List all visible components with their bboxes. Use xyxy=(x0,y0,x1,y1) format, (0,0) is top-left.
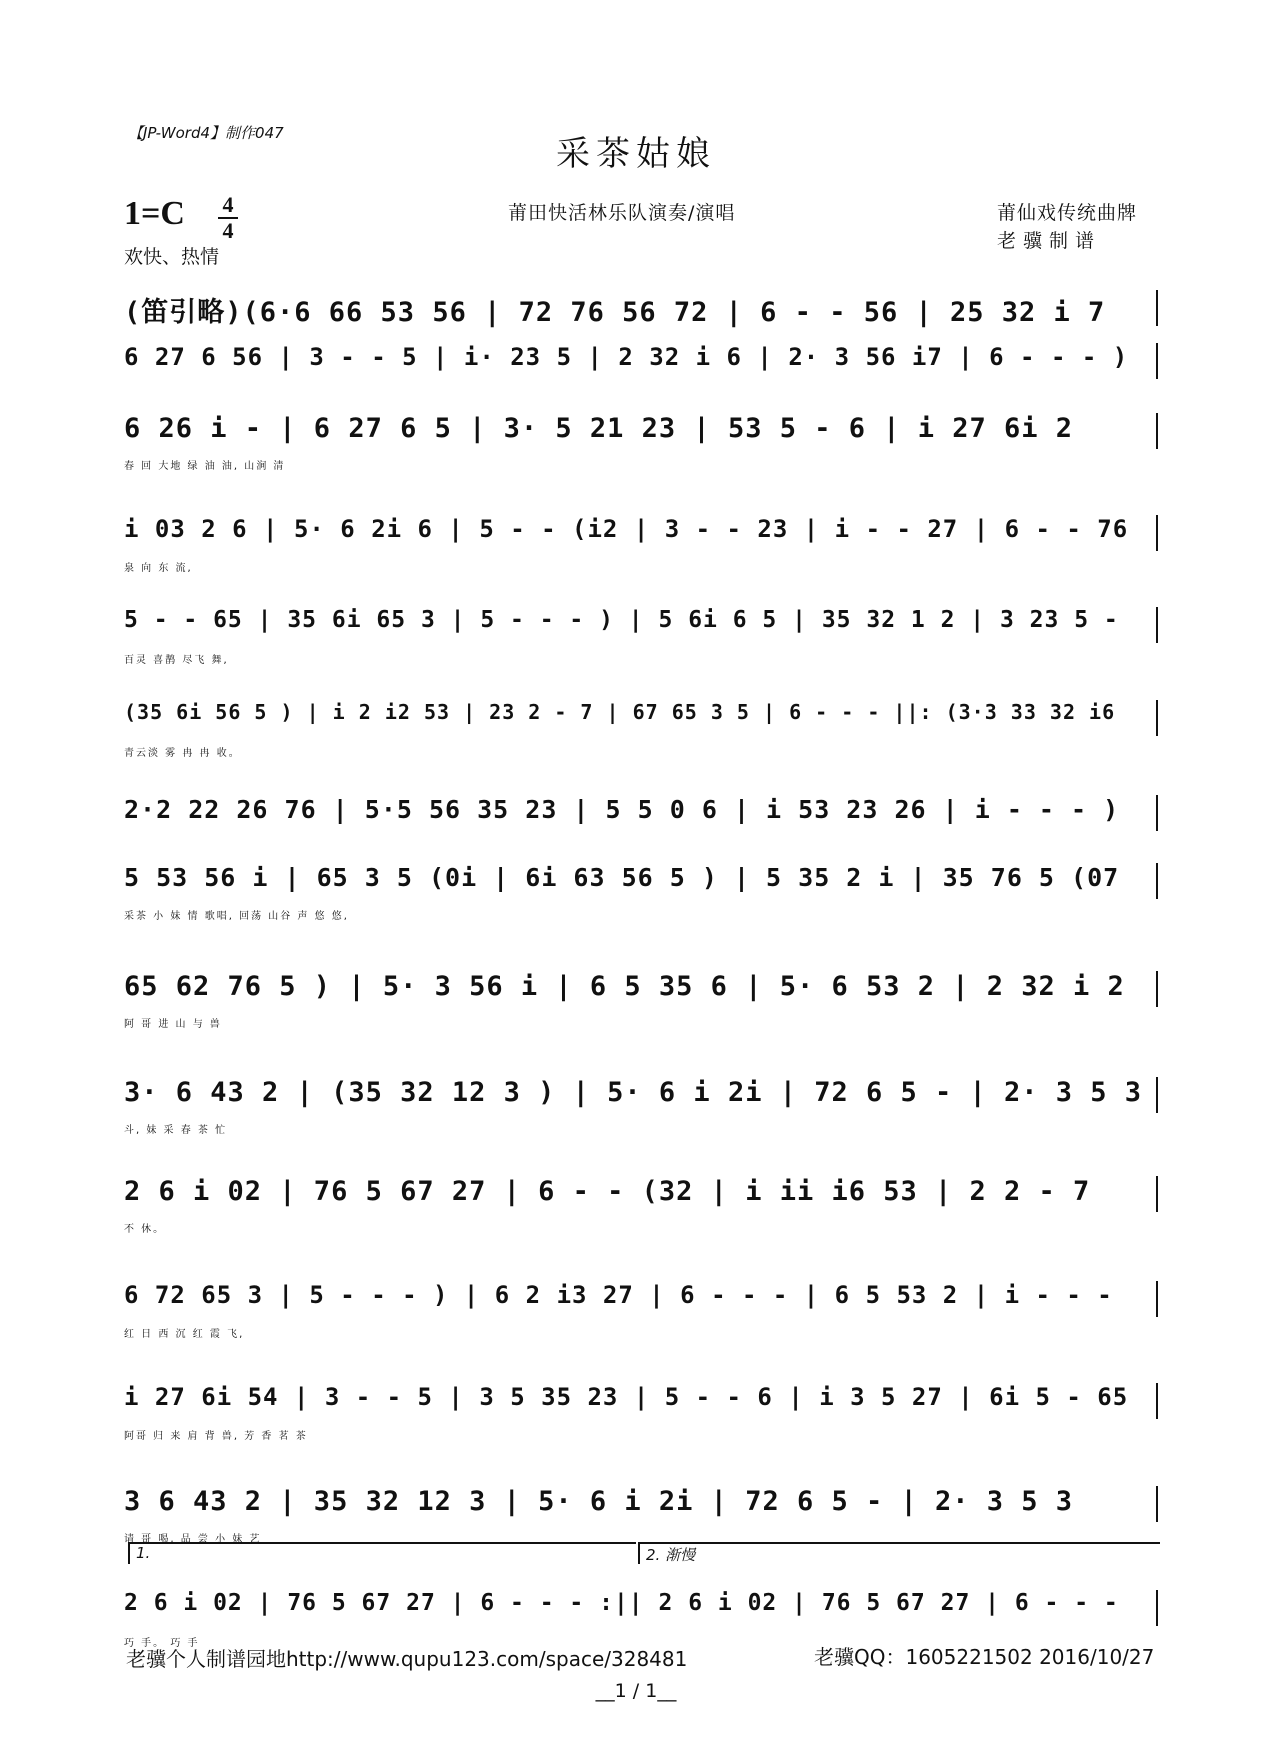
score-row xyxy=(124,290,1156,330)
footer-contact: 老骥QQ：1605221502 2016/10/27 xyxy=(814,1645,1155,1669)
score-row xyxy=(124,1176,1156,1216)
notation-line: 5 53 56 i | 65 3 5 (0i | 6i 63 56 5 ) | 5 35 2 i | 35 76 5 (07 xyxy=(124,863,1120,892)
key-signature: 1=C xyxy=(124,195,185,232)
notation-line: 3 6 43 2 | 35 32 12 3 | 5· 6 i 2i | 72 6 5 - | 2· 3 5 3 xyxy=(124,1486,1074,1517)
end-barline xyxy=(1156,1590,1158,1626)
tempo-marking: 欢快、热情 xyxy=(124,246,220,268)
lyrics-line: 泉 向 东 流, xyxy=(124,563,193,574)
score-row xyxy=(124,1077,1156,1117)
lyrics-line: 红 日 西 沉 红 霞 飞, xyxy=(124,1329,245,1340)
lyrics-line xyxy=(124,387,1156,415)
song-title: 采茶姑娘 xyxy=(556,134,716,174)
end-barline xyxy=(1156,1077,1158,1113)
notation-line: 2 6 i 02 | 76 5 67 27 | 6 - - (32 | i ii i6 53 | 2 2 - 7 xyxy=(124,1176,1091,1207)
end-barline xyxy=(1156,971,1158,1007)
end-barline xyxy=(1156,343,1158,379)
time-signature xyxy=(218,194,238,242)
notation-line: 6 27 6 56 | 3 - - 5 | i· 23 5 | 2 32 i 6 | 2· 3 56 i7 | 6 - - - ) xyxy=(124,343,1129,371)
lyrics-line: 不 休。 xyxy=(124,1224,166,1235)
notation-line: 5 - - 65 | 35 6i 65 3 | 5 - - - ) | 5 6i 6 5 | 35 32 1 2 | 3 23 5 - xyxy=(124,607,1119,633)
notation-line: 6 72 65 3 | 5 - - - ) | 6 2 i3 27 | 6 - - - | 6 5 53 2 | i - - - xyxy=(124,1281,1113,1309)
end-barline xyxy=(1156,1281,1158,1317)
score-row xyxy=(124,343,1156,383)
end-barline xyxy=(1156,795,1158,831)
notation-line: i 03 2 6 | 5· 6 2i 6 | 5 - - (i2 | 3 - - 23 | i - - 27 | 6 - - 76 xyxy=(124,515,1129,543)
lyrics-line: 百灵 喜鹊 尽飞 舞, xyxy=(124,655,229,666)
notation-line: 65 62 76 5 ) | 5· 3 56 i | 6 5 35 6 | 5· 6 53 2 | 2 32 i 2 xyxy=(124,971,1125,1002)
meter-top: 4 xyxy=(222,192,234,217)
lyrics-line: 采茶 小 妹 情 歌唱, 回荡 山谷 声 悠 悠, xyxy=(124,911,349,922)
notation-line: 2·2 22 26 76 | 5·5 56 35 23 | 5 5 0 6 | i 53 23 26 | i - - - ) xyxy=(124,795,1120,824)
score-row xyxy=(124,795,1156,835)
score-row xyxy=(124,413,1156,453)
end-barline xyxy=(1156,700,1158,736)
volta-1-bracket: 1. xyxy=(128,1542,636,1564)
footer-website: 老骥个人制谱园地http://www.qupu123.com/space/328481 xyxy=(126,1647,688,1671)
end-barline xyxy=(1156,413,1158,449)
end-barline xyxy=(1156,863,1158,899)
end-barline xyxy=(1156,1383,1158,1419)
notation-line: 2 6 i 02 | 76 5 67 27 | 6 - - - :|| 2 6 i 02 | 76 5 67 27 | 6 - - - xyxy=(124,1590,1119,1616)
score-row xyxy=(124,1590,1156,1630)
end-barline xyxy=(1156,515,1158,551)
arranger-credit: 老骥制谱 xyxy=(997,230,1102,252)
score-row xyxy=(124,515,1156,555)
score-row xyxy=(124,607,1156,647)
end-barline xyxy=(1156,607,1158,643)
lyrics-line: 阿 哥 进 山 与 兽 xyxy=(124,1019,222,1030)
notation-line: i 27 6i 54 | 3 - - 5 | 3 5 35 23 | 5 - - 6 | i 3 5 27 | 6i 5 - 65 xyxy=(124,1383,1129,1411)
meter-bottom: 4 xyxy=(222,218,234,243)
end-barline xyxy=(1156,1176,1158,1212)
performer-credit: 莆田快活林乐队演奏/演唱 xyxy=(508,202,736,224)
notation-line: (35 6i 56 5 ) | i 2 i2 53 | 23 2 - 7 | 67 65 3 5 | 6 - - - ||: (3·3 33 32 i6 xyxy=(124,700,1116,724)
end-barline xyxy=(1156,1486,1158,1522)
lyrics-line: 阿哥 归 来 肩 背 兽, 芳 香 茗 茶 xyxy=(124,1431,308,1442)
lyrics-line: 请 哥 喝, 品 尝 小 妹 艺 xyxy=(124,1534,262,1545)
volta-2-bracket: 2. 渐慢 xyxy=(638,1542,1160,1564)
end-barline xyxy=(1156,290,1158,326)
score-row xyxy=(124,1383,1156,1423)
notation-line: 3· 6 43 2 | (35 32 12 3 ) | 5· 6 i 2i | 72 6 5 - | 2· 3 5 3 xyxy=(124,1077,1143,1108)
lyrics-line: 斗, 妹 采 春 茶 忙 xyxy=(124,1125,228,1136)
lyrics-line: 春 回 大地 绿 油 油, 山涧 清 xyxy=(124,461,286,472)
score-row xyxy=(124,971,1156,1011)
score-row xyxy=(124,1486,1156,1526)
score-row xyxy=(124,1281,1156,1321)
score-row xyxy=(124,863,1156,903)
notation-line: 6 26 i - | 6 27 6 5 | 3· 5 21 23 | 53 5 - 6 | i 27 6i 2 xyxy=(124,413,1074,444)
software-watermark: 【JP-Word4】制作047 xyxy=(128,124,284,142)
page-number: __1 / 1__ xyxy=(595,1680,677,1702)
notation-line: (笛引略)(6·6 66 53 56 | 72 76 56 72 | 6 - - 56 | 25 32 i 7 xyxy=(124,297,1106,328)
origin-credit: 莆仙戏传统曲牌 xyxy=(997,202,1138,224)
lyrics-line: 巧 手。 巧 手 xyxy=(124,1638,200,1649)
score-row xyxy=(124,700,1156,740)
lyrics-line: 青云淡 雾 冉 冉 收。 xyxy=(124,748,241,759)
